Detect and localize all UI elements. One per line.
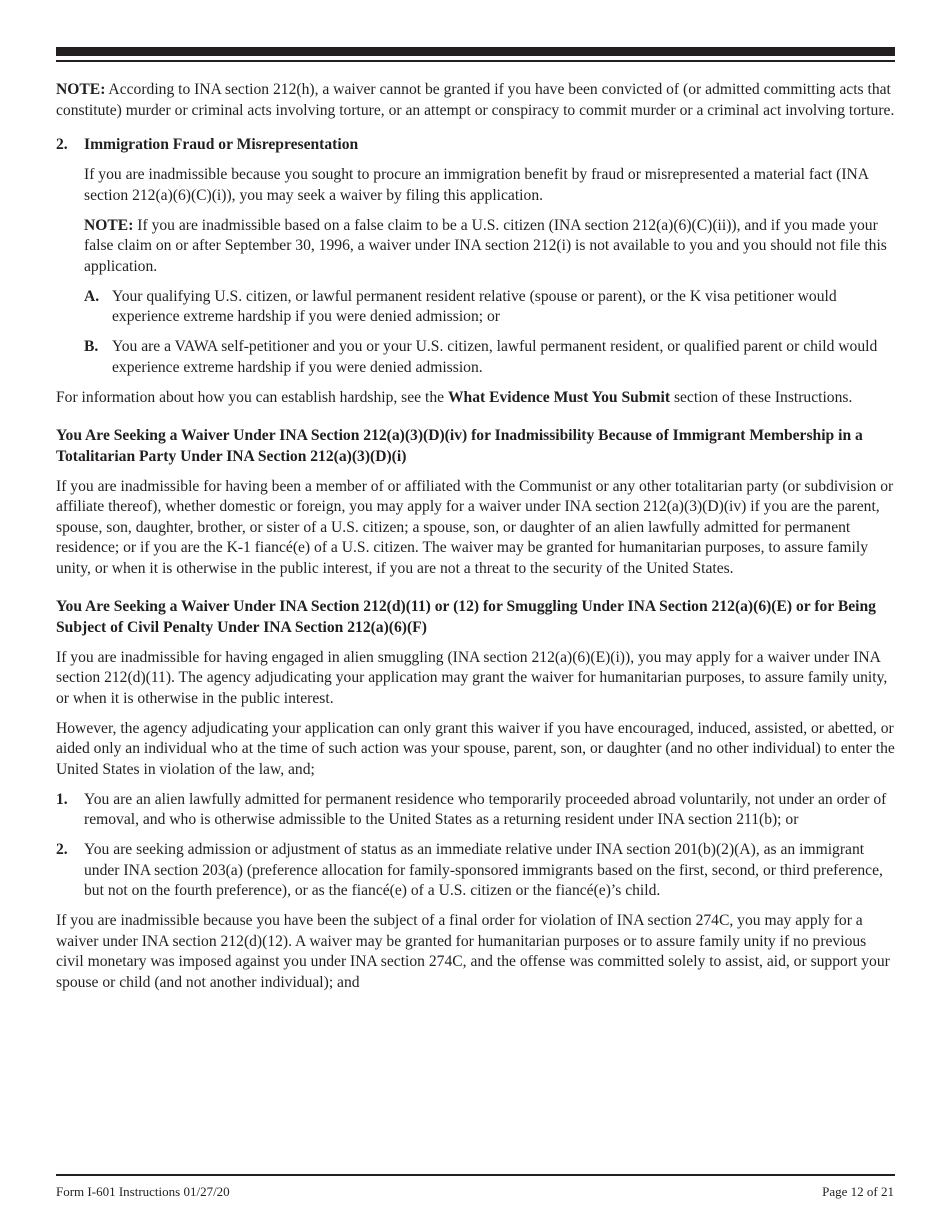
totalitarian-paragraph: If you are inadmissible for having been a member of or affiliated with the Communist or any other totalitarian party (or subdivision or affiliate thereof), whether domestic or foreign, you may apply for a waiver under INA section 212(a)(3)(D)(iv) if you are the parent, spouse, son, daughter, brother, or sister of a U.S. citizen; a spouse, son, or daughter of an alien lawfully admitted for permanent residence; or if you are the K-1 fiancé(e) of a U.S. citizen. The waiver may be granted for humanitarian purposes, to assure family unity, or when it is otherwise in the public interest, if you are not a threat to the security of the United States. (56, 477, 894, 577)
section-2-note-text: If you are inadmissible based on a false claim to be a U.S. citizen (INA section 212(a)(6)(C)(ii)), and if you made your false claim on or after September 30, 1996, a waiver under INA section 212(i) is not available to you and you should not file this application. (84, 216, 887, 275)
smuggling-item-1 (56, 790, 896, 831)
header-rule-thin (56, 60, 895, 62)
smuggling-paragraph-2: However, the agency adjudicating your application can only grant this waiver if you have encouraged, induced, assisted, or abetted, or aided only an individual who at the time of such action was your spouse, parent, son, or daughter (and no other individual) to enter the United States in violation of the law, and; (56, 719, 895, 778)
section-2-paragraph: If you are inadmissible because you sought to procure an immigration benefit by fraud or misrepresented a material fact (INA section 212(a)(6)(C)(i)), you may seek a waiver by filing this application. (84, 166, 869, 204)
footer-form-id: Form I-601 Instructions 01/27/20 (56, 1184, 230, 1199)
list-item-b-text: You are a VAWA self-petitioner and you or your U.S. citizen, lawful permanent resident, or qualified parent or child would experience extreme hardship if you were denied admission. (112, 338, 878, 376)
note-paragraph (56, 80, 896, 121)
section-2-note (84, 216, 896, 278)
header-rule-thick (56, 47, 895, 56)
smuggling-item-2 (56, 840, 896, 902)
smuggling-item-1-label: 1. (56, 790, 68, 808)
hardship-paragraph (56, 388, 896, 409)
smuggling-heading: You Are Seeking a Waiver Under INA Section 212(d)(11) or (12) for Smuggling Under INA Section 212(a)(6)(E) or for Being Subject of Civil Penalty Under INA Section 212(a)(6)(F) (56, 598, 876, 636)
smuggling-item-2-text: You are seeking admission or adjustment of status as an immediate relative under INA section 201(b)(2)(A), as an immigrant under INA section 203(a) (preference allocation for family-sponsored immigrants based on the first, second, or third preference, but not on the fourth preference), or as the fiancé(e) of a U.S. citizen or the fiancé(e)’s child. (84, 841, 883, 899)
section-2-number: 2. (56, 136, 68, 153)
list-item-b (84, 337, 896, 378)
smuggling-paragraph-1: If you are inadmissible for having engaged in alien smuggling (INA section 212(a)(6)(E)(i)), you may apply for a waiver under INA section 212(d)(11). The agency adjudicating your application may grant the waiver for humanitarian purposes, to assure family unity, or when it is otherwise in the public interest. (56, 648, 888, 707)
section-2-note-label: NOTE: (84, 216, 134, 234)
footer-page-number: Page 12 of 21 (822, 1184, 894, 1199)
section-2-title: Immigration Fraud or Misrepresentation (84, 136, 359, 153)
hardship-pre: For information about how you can establish hardship, see the (56, 388, 448, 406)
footer-rule (56, 1174, 895, 1176)
smuggling-paragraph-3: If you are inadmissible because you have been the subject of a final order for violation of INA section 274C, you may apply for a waiver under INA section 212(d)(12). A waiver may be granted for humanitarian purposes or to assure family unity if no previous civil monetary was imposed against you under INA section 274C, and the offense was committed solely to assist, aid, or support your spouse or child (and not another individual); and (56, 912, 890, 991)
note-text: According to INA section 212(h), a waiver cannot be granted if you have been convicted of (or admitted committing acts that constitute) murder or criminal acts involving torture, or an attempt or conspiracy to commit murder or a criminal act involving torture. (56, 81, 895, 119)
list-item-a-text: Your qualifying U.S. citizen, or lawful permanent resident relative (spouse or parent), or the K visa petitioner would experience extreme hardship if you were denied admission; or (112, 287, 837, 325)
smuggling-item-2-label: 2. (56, 841, 68, 858)
page-content (56, 80, 896, 1003)
smuggling-item-1-text: You are an alien lawfully admitted for permanent residence who temporarily proceeded abroad voluntarily, not under an order of removal, and who is otherwise admissible to the United States as a returning resident under INA section 211(b); or (84, 790, 887, 828)
section-2-heading (56, 135, 896, 156)
hardship-link-text: What Evidence Must You Submit (447, 388, 671, 406)
list-item-a (84, 287, 896, 328)
note-label: NOTE: (56, 81, 106, 98)
hardship-post: section of these Instructions. (670, 388, 853, 406)
list-item-a-label: A. (84, 287, 100, 305)
totalitarian-heading: You Are Seeking a Waiver Under INA Section 212(a)(3)(D)(iv) for Inadmissibility Because of Immigrant Membership in a Totalitarian Party Under INA Section 212(a)(3)(D)(i) (56, 427, 863, 465)
list-item-b-label: B. (84, 338, 99, 355)
